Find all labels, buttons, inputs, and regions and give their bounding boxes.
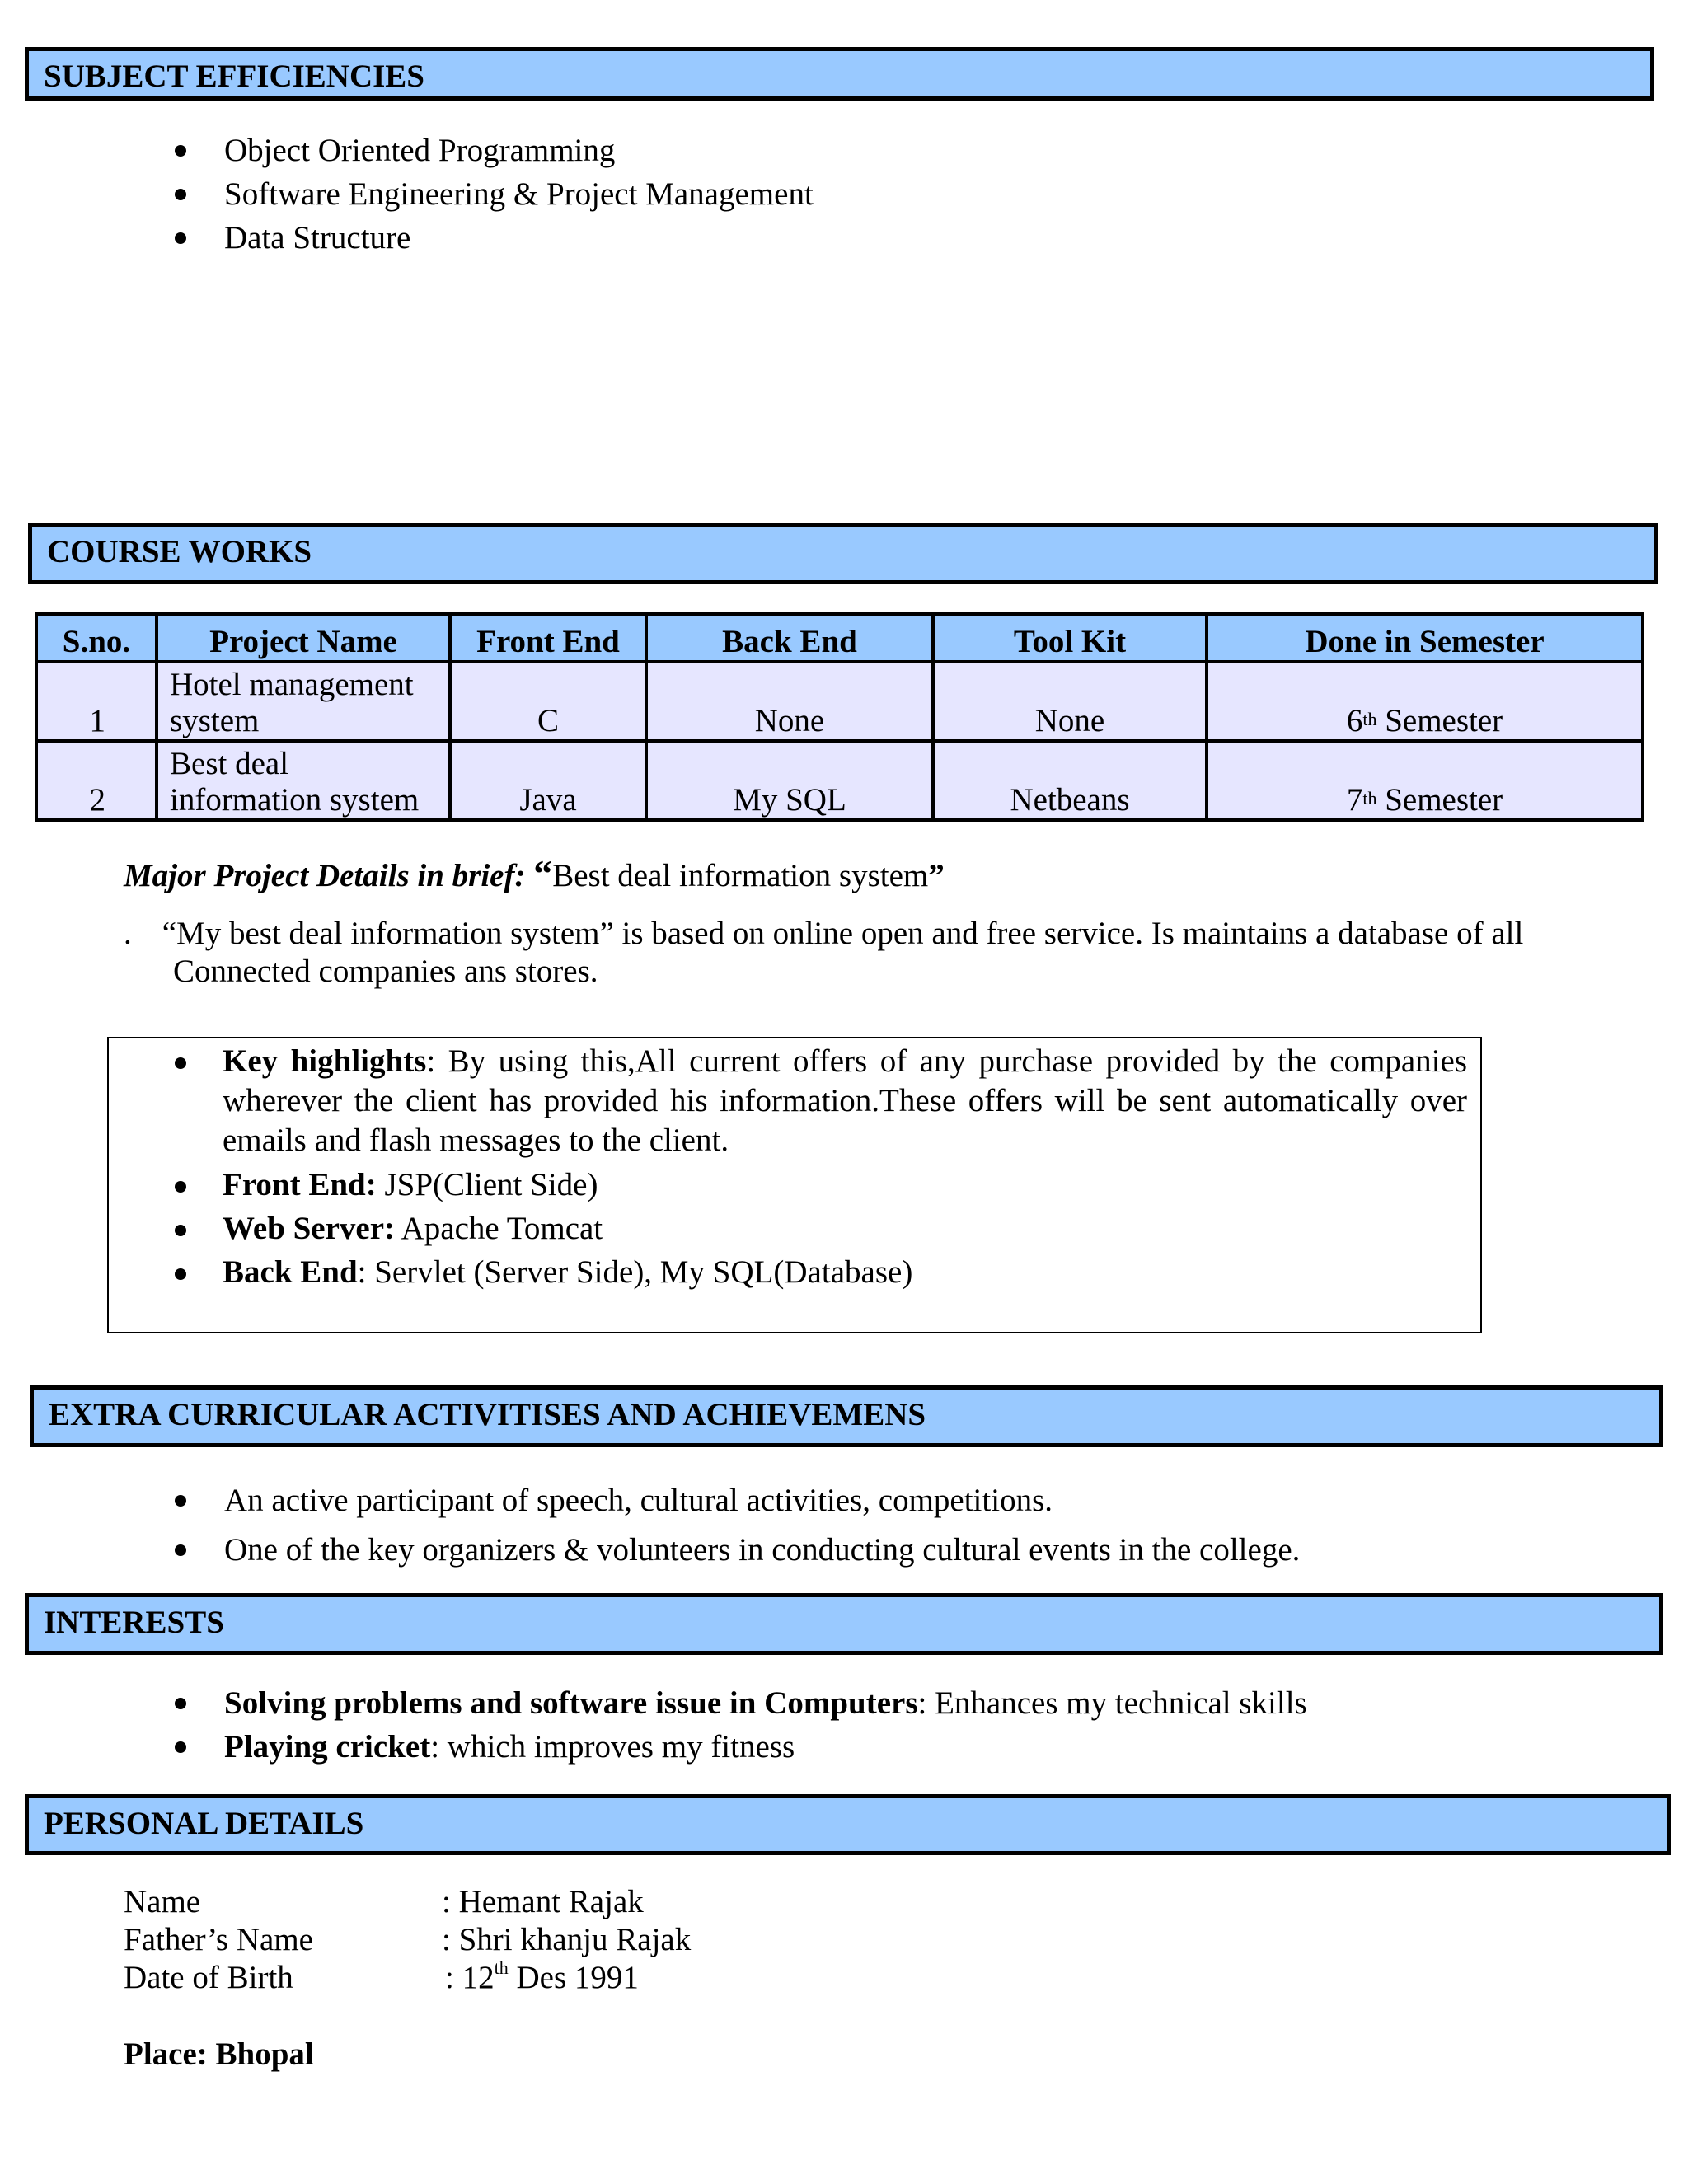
list-item: An active participant of speech, cultural activities, competitions. (175, 1476, 1300, 1526)
list-item: Software Engineering & Project Management (175, 172, 814, 216)
subject-list (175, 129, 814, 260)
interests-list (175, 1681, 1307, 1769)
cell-project-name: Hotel management system (157, 662, 450, 741)
cell-sno: 1 (36, 662, 157, 741)
list-item: Object Oriented Programming (175, 129, 814, 172)
col-header: Done in Semester (1207, 614, 1643, 662)
major-project-line: Major Project Details in brief: “Best deal information system” (124, 852, 945, 894)
cell-back-end: None (646, 662, 933, 741)
list-item: Key highlights: By using this,All current offers of any purchase provided by the companies wherever the client has provided his information.These offers will be sent automatically over emails and flash messages to the client. (165, 1042, 1467, 1160)
list-item: Front End: JSP(Client Side) (165, 1165, 1467, 1205)
major-project-label: Major Project Details in brief: (124, 858, 526, 893)
col-header: Project Name (157, 614, 450, 662)
project-description: . “My best deal information system” is based on online open and free service. Is maintains a database of all Connected companies ans stores. (124, 916, 1524, 989)
personal-father-value: : Shri khanju Rajak (442, 1922, 692, 1957)
major-project-title: Best deal information system (552, 858, 929, 893)
col-header: S.no. (36, 614, 157, 662)
extra-list (175, 1476, 1300, 1575)
cell-tool-kit: Netbeans (933, 741, 1207, 820)
list-item: Solving problems and software issue in Computers: Enhances my technical skills (175, 1681, 1307, 1725)
table-row (36, 662, 1643, 741)
list-item: Data Structure (175, 216, 814, 260)
cell-sno: 2 (36, 741, 157, 820)
personal-name-value: : Hemant Rajak (442, 1884, 644, 1919)
list-item: Web Server: Apache Tomcat (165, 1209, 1467, 1249)
subject-efficiencies-header: SUBJECT EFFICIENCIES (25, 47, 1654, 101)
cell-front-end: C (450, 662, 646, 741)
course-works-header: COURSE WORKS (28, 523, 1658, 584)
table-row (36, 741, 1643, 820)
cell-tool-kit: None (933, 662, 1207, 741)
interests-header: INTERESTS (25, 1593, 1663, 1655)
col-header: Tool Kit (933, 614, 1207, 662)
highlights-list (165, 1042, 1467, 1292)
extra-curricular-header: EXTRA CURRICULAR ACTIVITISES AND ACHIEVEMENS (30, 1385, 1663, 1447)
personal-name-label: Name (124, 1884, 201, 1919)
cell-project-name: Best deal information system (157, 741, 450, 820)
list-item: Back End: Servlet (Server Side), My SQL(Database) (165, 1253, 1467, 1292)
cell-semester: 7th Semester (1207, 741, 1643, 820)
cell-back-end: My SQL (646, 741, 933, 820)
cell-semester: 6th Semester (1207, 662, 1643, 741)
course-table (35, 612, 1644, 822)
list-item: One of the key organizers & volunteers in conducting cultural events in the college. (175, 1526, 1300, 1575)
cell-front-end: Java (450, 741, 646, 820)
personal-dob-label: Date of Birth (124, 1960, 293, 1995)
col-header: Back End (646, 614, 933, 662)
personal-father-label: Father’s Name (124, 1922, 313, 1957)
personal-dob-value: : 12th Des 1991 (445, 1957, 639, 1995)
list-item: Playing cricket: which improves my fitness (175, 1725, 1307, 1769)
personal-details-header: PERSONAL DETAILS (25, 1794, 1671, 1855)
table-header-row (36, 614, 1643, 662)
place: Place: Bhopal (124, 2036, 314, 2072)
col-header: Front End (450, 614, 646, 662)
